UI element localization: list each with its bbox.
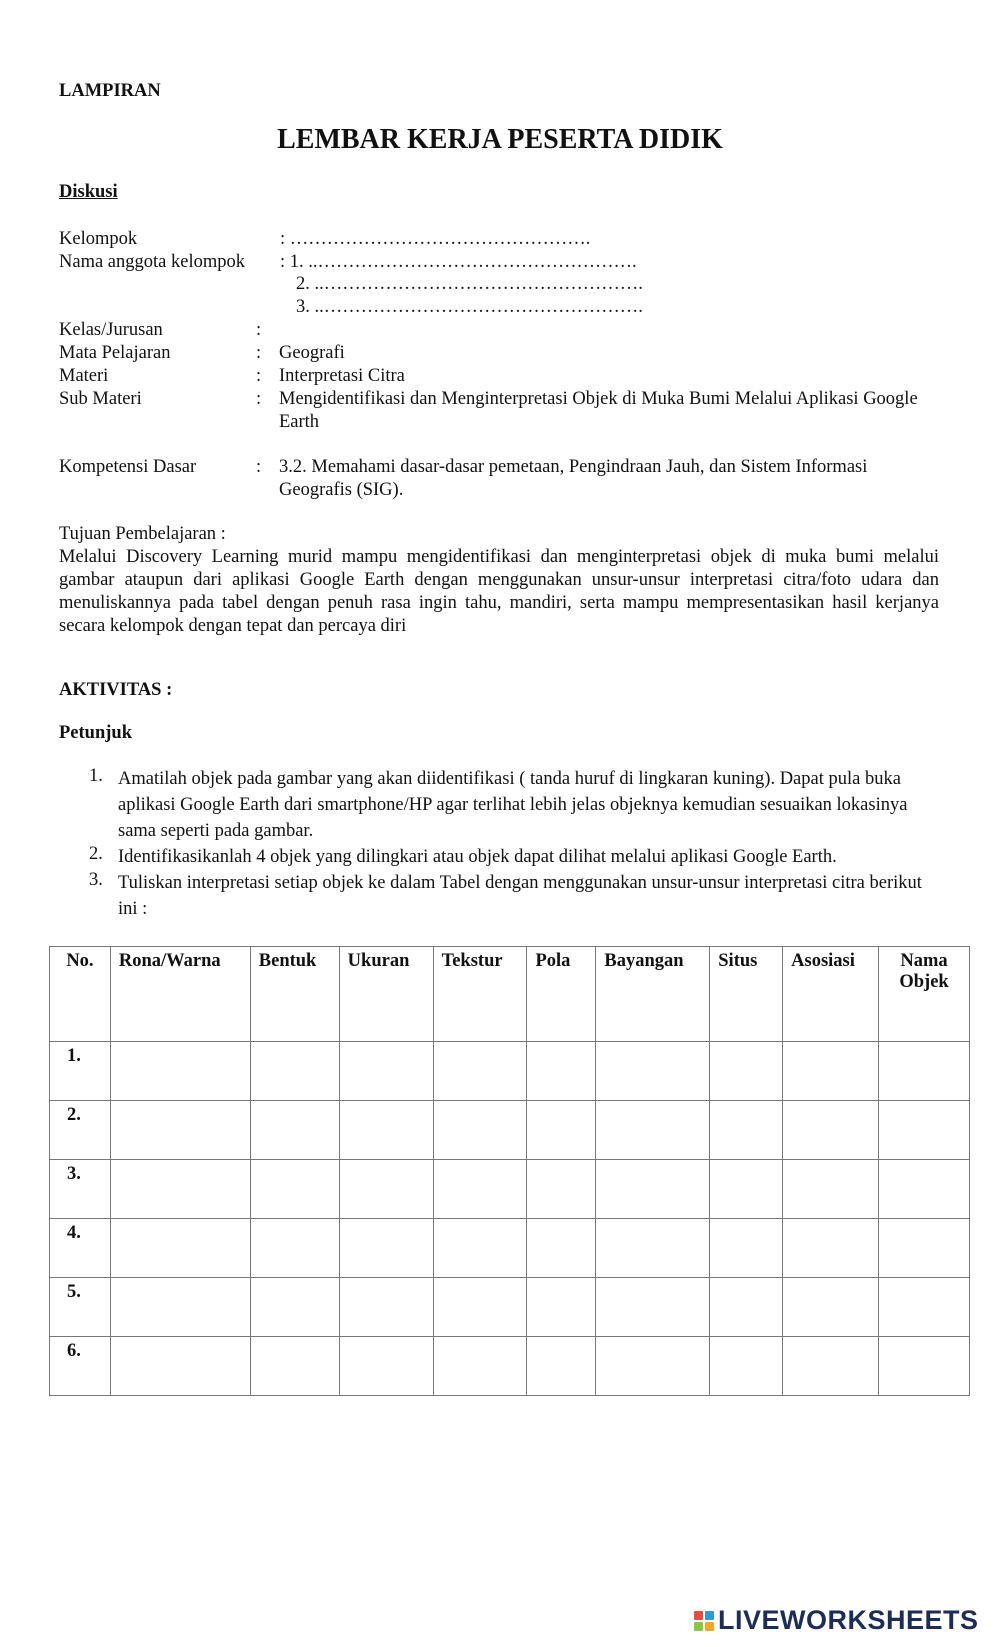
anggota-label: Nama anggota kelompok (59, 252, 245, 272)
row-number: 4. (50, 1219, 111, 1278)
table-row (50, 1278, 970, 1337)
liveworksheets-wordmark: LIVEWORKSHEETS (718, 1605, 979, 1635)
answer-cell[interactable] (339, 1278, 433, 1337)
answer-cell[interactable] (783, 1219, 879, 1278)
kelas-colon: : (256, 320, 262, 340)
answer-cell[interactable] (433, 1278, 527, 1337)
row-number: 1. (50, 1042, 111, 1101)
kd-label: Kompetensi Dasar (59, 457, 197, 477)
tujuan-text: Melalui Discovery Learning murid mampu mengidentifikasi dan menginterpretasi objek di muka bumi melalui gambar ataupun dari aplikasi Google Earth dengan menggunakan unsur-unsur interpretasi citra/foto udara dan menuliskannya pada tabel dengan penuh rasa ingin tahu, mandiri, serta mampu mempresentasikan hasil kerjanya secara kelompok dengan tepat dan percaya diri (59, 547, 939, 636)
answer-cell[interactable] (250, 1337, 339, 1396)
submateri-label: Sub Materi (59, 389, 142, 409)
anggota-line-2: 2. ..……………………………………………. (296, 274, 643, 294)
answer-cell[interactable] (110, 1278, 250, 1337)
step-text-2: Identifikasikanlah 4 objek yang dilingkari atau objek dapat dilihat melalui aplikasi Google Earth. (118, 847, 837, 867)
step-text-3: Tuliskan interpretasi setiap objek ke dalam Tabel dengan menggunakan unsur-unsur interpretasi citra berikut ini : (118, 873, 922, 919)
answer-cell[interactable] (710, 1042, 783, 1101)
anggota-line-3: 3. ..……………………………………………. (296, 297, 643, 317)
answer-cell[interactable] (110, 1101, 250, 1160)
answer-cell[interactable] (596, 1278, 710, 1337)
answer-cell[interactable] (110, 1160, 250, 1219)
table-row (50, 1042, 970, 1101)
answer-cell[interactable] (527, 1101, 596, 1160)
answer-cell[interactable] (110, 1337, 250, 1396)
logo-square-blue (705, 1611, 714, 1620)
answer-cell[interactable] (339, 1219, 433, 1278)
step-number-2: 2. (89, 844, 103, 864)
mapel-colon: : (256, 343, 262, 363)
answer-cell[interactable] (433, 1219, 527, 1278)
mapel-value: Geografi (279, 343, 345, 363)
row-number: 5. (50, 1278, 111, 1337)
answer-cell[interactable] (527, 1278, 596, 1337)
answer-cell[interactable] (433, 1042, 527, 1101)
table-row (50, 1101, 970, 1160)
logo-square-orange (705, 1622, 714, 1631)
col-header-nama-objek: Nama Objek (879, 947, 970, 1042)
col-header-pola: Pola (527, 947, 596, 1042)
logo-square-green (694, 1622, 703, 1631)
step-text-1: Amatilah objek pada gambar yang akan diidentifikasi ( tanda huruf di lingkaran kuning). Dapat pula buka aplikasi Google Earth dari smartphone/HP agar terlihat lebih jelas objeknya kemudian sesuaikan lokasinya sama seperti pada gambar. (118, 769, 908, 841)
col-header-situs: Situs (710, 947, 783, 1042)
section-heading-diskusi: Diskusi (59, 182, 118, 202)
answer-cell[interactable] (527, 1160, 596, 1219)
page-title: LEMBAR KERJA PESERTA DIDIK (277, 124, 723, 155)
table-header-row (50, 947, 970, 1042)
answer-cell[interactable] (879, 1160, 970, 1219)
col-header-tekstur: Tekstur (433, 947, 527, 1042)
answer-cell[interactable] (527, 1337, 596, 1396)
kd-value: 3.2. Memahami dasar-dasar pemetaan, Pengindraan Jauh, dan Sistem Informasi Geografis (SIG). (279, 457, 868, 500)
col-header-bayangan: Bayangan (596, 947, 710, 1042)
row-number: 6. (50, 1337, 111, 1396)
answer-cell[interactable] (710, 1160, 783, 1219)
answer-cell[interactable] (339, 1042, 433, 1101)
answer-cell[interactable] (250, 1278, 339, 1337)
answer-cell[interactable] (433, 1337, 527, 1396)
liveworksheets-brand (694, 1605, 979, 1636)
answer-cell[interactable] (710, 1101, 783, 1160)
answer-cell[interactable] (783, 1160, 879, 1219)
answer-cell[interactable] (339, 1337, 433, 1396)
col-header-asosiasi: Asosiasi (783, 947, 879, 1042)
tujuan-label: Tujuan Pembelajaran : (59, 524, 226, 544)
kelompok-label: Kelompok (59, 229, 138, 249)
answer-cell[interactable] (783, 1337, 879, 1396)
answer-cell[interactable] (879, 1042, 970, 1101)
materi-value: Interpretasi Citra (279, 366, 405, 386)
col-header-ukuran: Ukuran (339, 947, 433, 1042)
answer-cell[interactable] (433, 1160, 527, 1219)
answer-cell[interactable] (783, 1042, 879, 1101)
submateri-colon: : (256, 389, 262, 409)
table-row (50, 1337, 970, 1396)
answer-cell[interactable] (710, 1337, 783, 1396)
step-number-1: 1. (89, 766, 103, 786)
answer-cell[interactable] (596, 1160, 710, 1219)
answer-cell[interactable] (596, 1042, 710, 1101)
interpretation-table (49, 946, 970, 1396)
petunjuk-heading: Petunjuk (59, 723, 132, 743)
answer-cell[interactable] (110, 1219, 250, 1278)
row-number: 3. (50, 1160, 111, 1219)
answer-cell[interactable] (250, 1042, 339, 1101)
kelas-label: Kelas/Jurusan (59, 320, 163, 340)
answer-cell[interactable] (783, 1101, 879, 1160)
anggota-line-1: : 1. ..……………………………………………. (280, 252, 637, 272)
answer-cell[interactable] (527, 1219, 596, 1278)
kelompok-value: : …………………………………………. (280, 229, 591, 249)
answer-cell[interactable] (879, 1337, 970, 1396)
table-row (50, 1160, 970, 1219)
answer-cell[interactable] (710, 1278, 783, 1337)
answer-cell[interactable] (110, 1042, 250, 1101)
answer-cell[interactable] (596, 1101, 710, 1160)
materi-colon: : (256, 366, 262, 386)
answer-cell[interactable] (596, 1219, 710, 1278)
row-number: 2. (50, 1101, 111, 1160)
answer-cell[interactable] (339, 1160, 433, 1219)
answer-cell[interactable] (433, 1101, 527, 1160)
col-header-rona: Rona/Warna (110, 947, 250, 1042)
answer-cell[interactable] (250, 1219, 339, 1278)
table-row (50, 1219, 970, 1278)
col-header-bentuk: Bentuk (250, 947, 339, 1042)
answer-cell[interactable] (783, 1278, 879, 1337)
col-header-no: No. (50, 947, 111, 1042)
answer-cell[interactable] (527, 1042, 596, 1101)
aktivitas-heading: AKTIVITAS : (59, 680, 173, 700)
liveworksheets-logo-icon (694, 1611, 714, 1631)
answer-cell[interactable] (879, 1101, 970, 1160)
step-number-3: 3. (89, 870, 103, 890)
answer-cell[interactable] (596, 1337, 710, 1396)
kd-colon: : (256, 457, 262, 477)
materi-label: Materi (59, 366, 109, 386)
lampiran-label: LAMPIRAN (59, 81, 161, 101)
answer-cell[interactable] (250, 1160, 339, 1219)
mapel-label: Mata Pelajaran (59, 343, 171, 363)
answer-cell[interactable] (250, 1101, 339, 1160)
answer-cell[interactable] (879, 1219, 970, 1278)
answer-cell[interactable] (710, 1219, 783, 1278)
logo-square-red (694, 1611, 703, 1620)
submateri-value: Mengidentifikasi dan Menginterpretasi Objek di Muka Bumi Melalui Aplikasi Google Earth (279, 389, 918, 432)
answer-cell[interactable] (339, 1101, 433, 1160)
answer-cell[interactable] (879, 1278, 970, 1337)
